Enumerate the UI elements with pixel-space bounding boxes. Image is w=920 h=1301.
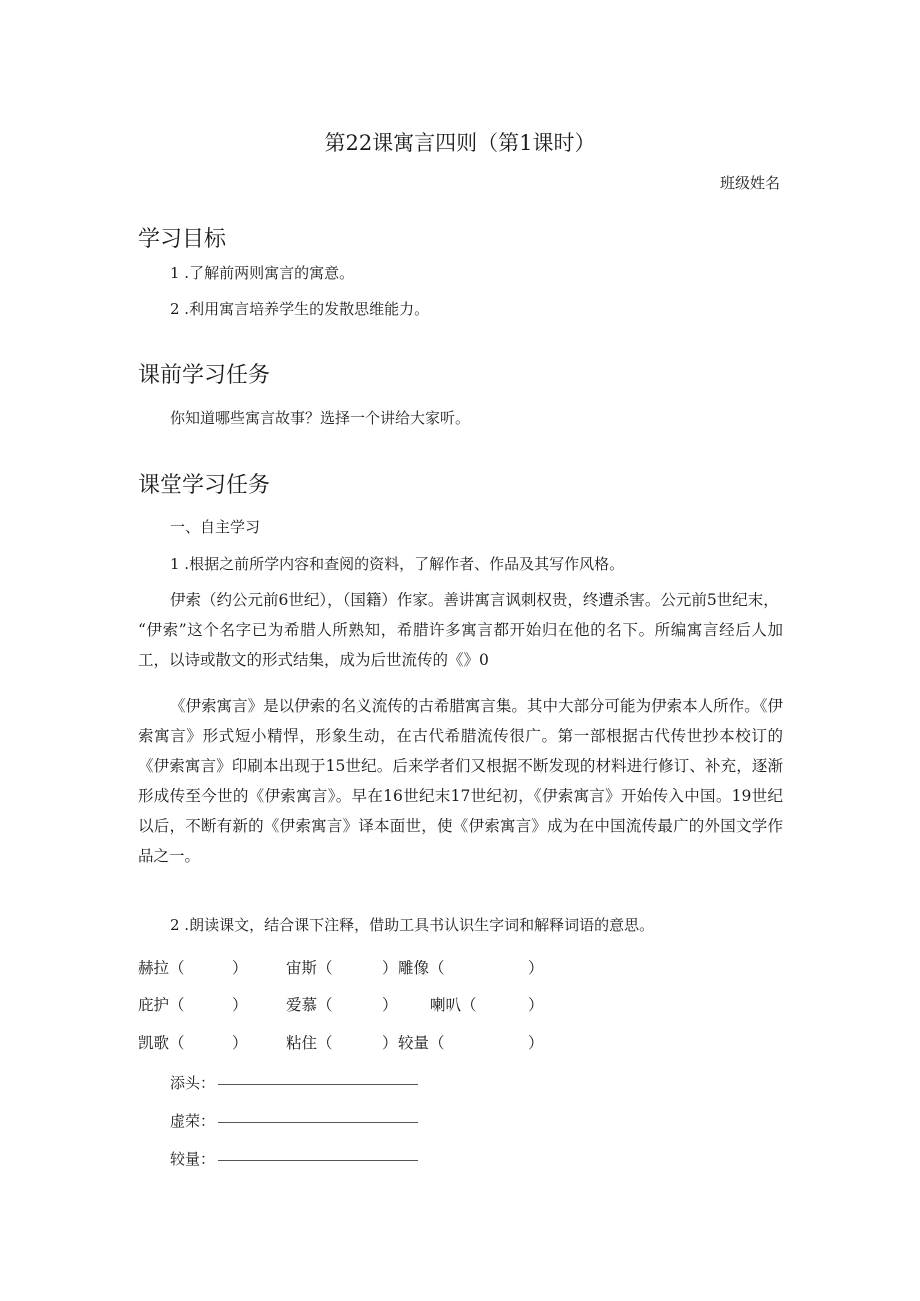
author-intro-first-line: 伊索（约公元前6世纪），（国籍）作家。善讲寓言讽刺权贵，终遭杀害。公元前5世纪末， xyxy=(170,591,779,609)
answer-line[interactable] xyxy=(218,1084,418,1085)
vocab-close-paren: ） xyxy=(528,996,544,1014)
vocab-word: 较量（ xyxy=(398,1034,445,1052)
vocab-word: 爱慕（ xyxy=(286,996,333,1014)
definition-label: 虚荣： xyxy=(170,1112,216,1130)
vocab-close-paren: ） xyxy=(528,1034,544,1052)
vocab-close-paren: ） xyxy=(382,1034,398,1052)
vocab-word: 雕像（ xyxy=(398,959,445,977)
answer-line[interactable] xyxy=(218,1122,418,1123)
vocab-close-paren: ） xyxy=(232,959,248,977)
goal-item-2: 2 .利用寓言培养学生的发散思维能力。 xyxy=(170,300,430,318)
class-name-label: 班级姓名 xyxy=(720,174,781,192)
vocab-word: 喇叭（ xyxy=(430,996,477,1014)
fables-intro-paragraph: 《伊索寓言》是以伊索的名义流传的古希腊寓言集。其中大部分可能为伊索本人所作。《伊索寓言》形式短小精悍，形象生动，在古代希腊流传很广。第一部根据古代传世抄本校订的《伊索寓言》印刷本出现于15世纪。后来学者们又根据不断发现的材料进行修订、补充，逐渐形成传至今世的《伊索寓言》。早在16世纪末17世纪初，《伊索寓言》开始传入中国。19世纪以后，不断有新的《伊索寓言》译本面世，使《伊索寓言》成为在中国流传最广的外国文学作品之一。 xyxy=(138,697,783,865)
section-self-study: 一、自主学习 xyxy=(170,518,261,536)
vocab-word: 凯歌（ xyxy=(138,1034,185,1052)
task-item-2: 2 .朗读课文，结合课下注释，借助工具书认识生字词和解释词语的意思。 xyxy=(170,916,655,934)
goal-item-1: 1 .了解前两则寓言的寓意。 xyxy=(170,264,355,282)
goals-heading: 学习目标 xyxy=(138,227,227,252)
task-item-1: 1 .根据之前所学内容和查阅的资料，了解作者、作品及其写作风格。 xyxy=(170,555,625,573)
vocab-close-paren: ） xyxy=(382,996,398,1014)
vocab-close-paren: ） xyxy=(232,1034,248,1052)
page-title: 第22课寓言四则（第1课时） xyxy=(324,131,596,155)
class-task-heading: 课堂学习任务 xyxy=(138,473,271,498)
author-intro-paragraph: “伊索”这个名字已为希腊人所熟知，希腊许多寓言都开始归在他的名下。所编寓言经后人加工，以诗或散文的形式结集，成为后世流传的《》0 xyxy=(138,621,783,669)
definition-label: 较量： xyxy=(170,1150,216,1168)
vocab-close-paren: ） xyxy=(232,996,248,1014)
vocab-close-paren: ） xyxy=(382,959,398,977)
pre-task-heading: 课前学习任务 xyxy=(138,363,271,388)
vocab-word: 庇护（ xyxy=(138,996,185,1014)
vocab-word: 宙斯（ xyxy=(286,959,333,977)
vocab-close-paren: ） xyxy=(528,959,544,977)
answer-line[interactable] xyxy=(218,1160,418,1161)
vocab-word: 粘住（ xyxy=(286,1034,333,1052)
vocab-word: 赫拉（ xyxy=(138,959,185,977)
definition-label: 添头： xyxy=(170,1074,216,1092)
pre-task-text: 你知道哪些寓言故事？选择一个讲给大家听。 xyxy=(170,409,471,427)
